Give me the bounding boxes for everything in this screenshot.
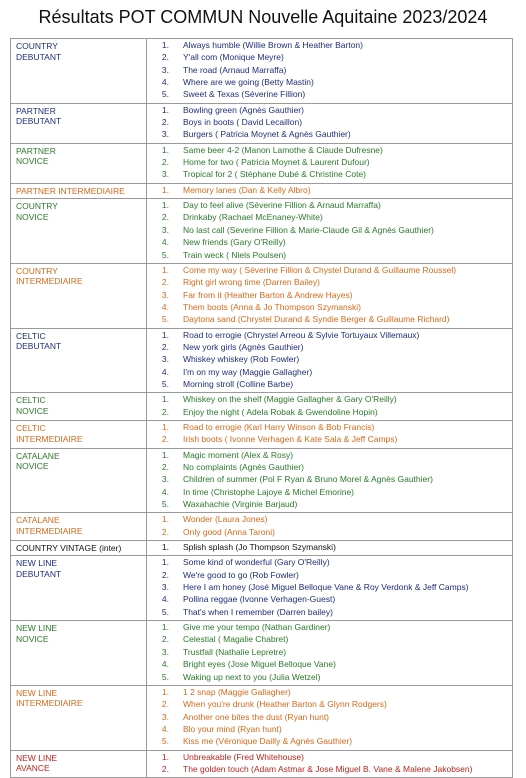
section-row	[11, 263, 513, 328]
category-label: NEW LINE	[16, 623, 58, 634]
list-item	[147, 527, 512, 539]
dance-entry: Waxahachie (Virginie Barjaud)	[183, 499, 298, 510]
category-cell	[11, 750, 147, 778]
category-cell	[11, 420, 147, 448]
rank-number: 3.	[161, 169, 169, 180]
items-cell	[147, 621, 513, 686]
dance-entry: Right girl wrong time (Darren Bailey)	[183, 277, 320, 288]
rank-number: 1.	[161, 144, 169, 155]
category-cell	[11, 143, 147, 183]
dance-entry: Come my way ( Séverine Fillion & Chystel Durand & Guillaume Roussel)	[183, 264, 457, 275]
list-item	[147, 314, 512, 326]
rank-number: 3.	[161, 711, 169, 722]
list-item	[147, 422, 512, 434]
list-item	[147, 277, 512, 289]
dance-entry: Them boots (Anna & Jo Thompson Szymanski)	[183, 301, 361, 312]
list-item	[147, 687, 512, 699]
dance-entry: Wonder (Laura Jones)	[183, 514, 268, 525]
category-label: COUNTRY	[16, 41, 58, 51]
dance-entry: Magic moment (Alex & Rosy)	[183, 449, 294, 460]
dance-entry: Daytona sand (Chrystel Durand & Syndie Berger & Guillaume Richard)	[183, 314, 450, 325]
dance-entry: New york girls (Agnès Gauthier)	[183, 341, 304, 352]
list-item	[147, 354, 512, 366]
items-cell	[147, 685, 513, 750]
list-item	[147, 330, 512, 342]
rank-number: 1.	[161, 184, 169, 195]
rank-number: 2.	[161, 341, 169, 352]
category-cell	[11, 39, 147, 104]
category-label: COUNTRY VINTAGE (inter)	[16, 543, 122, 554]
list-item	[147, 342, 512, 354]
section-row	[11, 143, 513, 183]
category-label: AVANCE	[16, 763, 50, 774]
dance-entry: Splish splash (Jo Thompson Szymanski)	[183, 542, 336, 553]
results-table	[10, 38, 513, 778]
category-label: NOVICE	[16, 211, 49, 222]
list-item	[147, 764, 512, 776]
category-cell	[11, 393, 147, 421]
list-item	[147, 105, 512, 117]
results-list	[147, 686, 512, 750]
section-row	[11, 199, 513, 264]
rank-number: 4.	[161, 659, 169, 670]
category-label: INTERMEDIAIRE	[16, 698, 83, 709]
dance-entry: Always humble (Willie Brown & Heather Barton)	[183, 40, 363, 50]
dance-entry: Here I am honey (José Miguel Belloque Vane & Roy Verdonk & Jeff Camps)	[183, 582, 469, 593]
results-list	[147, 449, 512, 513]
rank-number: 1.	[161, 751, 169, 762]
section-row	[11, 393, 513, 421]
list-item	[147, 77, 512, 89]
rank-number: 4.	[161, 594, 169, 605]
rank-number: 3.	[161, 582, 169, 593]
dance-entry: Blo your mind (Ryan hunt)	[183, 723, 282, 734]
rank-number: 1.	[161, 394, 169, 405]
rank-number: 1.	[161, 421, 169, 432]
section-row	[11, 685, 513, 750]
page-title: Résultats POT COMMUN Nouvelle Aquitaine 2023/2024	[38, 7, 488, 27]
results-list	[147, 513, 512, 540]
category-cell	[11, 263, 147, 328]
items-cell	[147, 541, 513, 556]
dance-entry: Day to feel alive (Séverine Fillion & Arnaud Marraffa)	[183, 200, 381, 211]
rank-number: 5.	[161, 736, 169, 747]
list-item	[147, 185, 512, 197]
category-cell	[11, 183, 147, 198]
list-item	[147, 622, 512, 634]
rank-number: 5.	[161, 499, 169, 510]
rank-number: 2.	[161, 763, 169, 774]
list-item	[147, 752, 512, 764]
dance-entry: Morning stroll (Colline Barbe)	[183, 378, 294, 389]
rank-number: 2.	[161, 52, 169, 63]
list-item	[147, 647, 512, 659]
rank-number: 3.	[161, 354, 169, 365]
rank-number: 5.	[161, 671, 169, 682]
section-row	[11, 183, 513, 198]
dance-entry: Pollina reggae (Ivonne Verhagen-Guest)	[183, 594, 336, 605]
dance-entry: That's when I remember (Darren bailey)	[183, 606, 333, 617]
rank-number: 1.	[161, 40, 169, 50]
rank-number: 2.	[161, 699, 169, 710]
rank-number: 5.	[161, 378, 169, 389]
dance-entry: Whiskey whiskey (Rob Fowler)	[183, 354, 300, 365]
dance-entry: Children of summer (Pol F Ryan & Bruno Morel & Agnès Gauthier)	[183, 474, 433, 485]
list-item	[147, 607, 512, 619]
list-item	[147, 302, 512, 314]
rank-number: 1.	[161, 514, 169, 525]
rank-number: 1.	[161, 329, 169, 340]
section-row	[11, 556, 513, 621]
list-item	[147, 736, 512, 748]
rank-number: 3.	[161, 289, 169, 300]
items-cell	[147, 199, 513, 264]
dance-entry: Where are we going (Betty Mastin)	[183, 77, 314, 88]
list-item	[147, 129, 512, 141]
category-label: NOVICE	[16, 461, 49, 472]
category-label: CELTIC	[16, 330, 46, 341]
list-item	[147, 570, 512, 582]
category-label: NOVICE	[16, 633, 49, 644]
rank-number: 2.	[161, 569, 169, 580]
dance-entry: In time (Christophe Lajoye & Michel Emorine)	[183, 486, 355, 497]
rank-number: 2.	[161, 634, 169, 645]
rank-number: 2.	[161, 277, 169, 288]
rank-number: 4.	[161, 486, 169, 497]
list-item	[147, 157, 512, 169]
results-list	[147, 393, 512, 420]
dance-entry: Give me your tempo (Nathan Gardiner)	[183, 622, 331, 633]
category-label: DEBUTANT	[16, 51, 62, 62]
category-cell	[11, 556, 147, 621]
dance-entry: The golden touch (Adam Astmar & Jose Miguel B. Vane & Malene Jakobsen)	[183, 763, 473, 774]
dance-entry: Kiss me (Véronique Dailly & Agnès Gauthier)	[183, 736, 353, 747]
list-item	[147, 514, 512, 526]
items-cell	[147, 103, 513, 143]
rank-number: 2.	[161, 212, 169, 223]
list-item	[147, 265, 512, 277]
rank-number: 5.	[161, 606, 169, 617]
category-cell	[11, 541, 147, 556]
section-row	[11, 541, 513, 556]
category-cell	[11, 685, 147, 750]
items-cell	[147, 143, 513, 183]
list-item	[147, 212, 512, 224]
category-cell	[11, 199, 147, 264]
category-label: CATALANE	[16, 515, 60, 526]
rank-number: 3.	[161, 224, 169, 235]
category-label: INTERMEDIAIRE	[16, 525, 83, 536]
rank-number: 4.	[161, 366, 169, 377]
list-item	[147, 659, 512, 671]
dance-entry: We're good to go (Rob Fowler)	[183, 569, 299, 580]
rank-number: 3.	[161, 646, 169, 657]
list-item	[147, 394, 512, 406]
rank-number: 1.	[161, 264, 169, 275]
category-cell	[11, 513, 147, 541]
list-item	[147, 117, 512, 129]
list-item	[147, 557, 512, 569]
results-list	[147, 264, 512, 328]
list-item	[147, 699, 512, 711]
category-label: CELTIC	[16, 422, 46, 433]
dance-entry: Road to errogie (Karl Harry Winson & Bob Francis)	[183, 421, 375, 432]
rank-number: 4.	[161, 237, 169, 248]
dance-entry: Unbreakable (Fred Whitehouse)	[183, 751, 304, 762]
dance-entry: Bright eyes (Jose Miguel Belloque Vane)	[183, 659, 336, 670]
list-item	[147, 634, 512, 646]
items-cell	[147, 393, 513, 421]
items-cell	[147, 328, 513, 393]
list-item	[147, 712, 512, 724]
section-row	[11, 750, 513, 778]
dance-entry: Trustfall (Nathalie Lepretre)	[183, 646, 287, 657]
dance-entry: Road to errogie (Chrystel Arreou & Sylvie Tortuyaux Villemaux)	[183, 329, 420, 340]
category-label: PARTNER	[16, 145, 56, 156]
category-label: INTERMEDIAIRE	[16, 433, 83, 444]
rank-number: 5.	[161, 314, 169, 325]
items-cell	[147, 448, 513, 513]
list-item	[147, 200, 512, 212]
rank-number: 5.	[161, 249, 169, 260]
items-cell	[147, 420, 513, 448]
results-list	[147, 104, 512, 143]
dance-entry: Train weck ( Niels Poulsen)	[183, 249, 287, 260]
category-cell	[11, 103, 147, 143]
rank-number: 1.	[161, 200, 169, 211]
list-item	[147, 52, 512, 64]
list-item	[147, 434, 512, 446]
rank-number: 3.	[161, 474, 169, 485]
list-item	[147, 89, 512, 101]
dance-entry: Far from it (Heather Barton & Andrew Hayes)	[183, 289, 353, 300]
list-item	[147, 290, 512, 302]
list-item	[147, 250, 512, 262]
category-label: NEW LINE	[16, 687, 58, 698]
category-label: INTERMEDIAIRE	[16, 276, 83, 287]
list-item	[147, 367, 512, 379]
dance-entry: Irish boots ( Ivonne Verhagen & Kate Sala & Jeff Camps)	[183, 434, 398, 445]
rank-number: 2.	[161, 526, 169, 537]
results-list	[147, 184, 512, 198]
dance-entry: Home for two ( Patricia Moynet & Laurent Dufour)	[183, 157, 370, 168]
dance-entry: Only good (Anna Taroni)	[183, 526, 275, 537]
category-label: DEBUTANT	[16, 116, 62, 127]
items-cell	[147, 750, 513, 778]
category-cell	[11, 621, 147, 686]
section-row	[11, 513, 513, 541]
dance-entry: No last call (Severine Fillion & Marie-Claude Gil & Agnès Gauthier)	[183, 224, 434, 235]
rank-number: 2.	[161, 434, 169, 445]
dance-entry: Burgers ( Patricia Moynet & Agnès Gauthier)	[183, 129, 351, 140]
items-cell	[147, 556, 513, 621]
rank-number: 2.	[161, 462, 169, 472]
dance-entry: Y'all com (Monique Meyre)	[183, 52, 284, 63]
list-item	[147, 169, 512, 181]
category-label: NEW LINE	[16, 752, 58, 763]
list-item	[147, 594, 512, 606]
results-list	[147, 421, 512, 448]
rank-number: 3.	[161, 64, 169, 75]
results-list	[147, 39, 512, 103]
category-label: CATALANE	[16, 450, 60, 461]
rank-number: 3.	[161, 129, 169, 140]
dance-entry: No complaints (Agnès Gauthier)	[183, 462, 304, 472]
list-item	[147, 407, 512, 419]
rank-number: 4.	[161, 301, 169, 312]
list-item	[147, 40, 512, 52]
rank-number: 1.	[161, 542, 169, 553]
dance-entry: Sweet & Texas (Séverine Fillion)	[183, 89, 306, 100]
results-body	[11, 39, 513, 778]
list-item	[147, 724, 512, 736]
category-cell	[11, 448, 147, 513]
results-list	[147, 199, 512, 263]
dance-entry: When you're drunk (Heather Barton & Glynn Rodgers)	[183, 699, 387, 710]
results-list	[147, 751, 512, 778]
dance-entry: Memory lanes (Dan & Kelly Albro)	[183, 184, 311, 195]
dance-entry: Bowling green (Agnès Gauthier)	[183, 104, 304, 115]
category-label: NOVICE	[16, 405, 49, 416]
section-row	[11, 621, 513, 686]
dance-entry: The road (Arnaud Marraffa)	[183, 64, 287, 75]
dance-entry: 1 2 snap (Maggie Gallagher)	[183, 686, 291, 697]
rank-number: 5.	[161, 89, 169, 100]
rank-number: 1.	[161, 557, 169, 568]
list-item	[147, 582, 512, 594]
dance-entry: Boys in boots ( David Lecaillon)	[183, 117, 303, 128]
list-item	[147, 379, 512, 391]
dance-entry: Waking up next to you (Julia Wetzel)	[183, 671, 321, 682]
results-list	[147, 541, 512, 555]
list-item	[147, 499, 512, 511]
items-cell	[147, 263, 513, 328]
category-label: COUNTRY	[16, 265, 58, 276]
results-list	[147, 144, 512, 183]
dance-entry: Same beer 4-2 (Manon Lamothe & Claude Dufresne)	[183, 144, 383, 155]
rank-number: 2.	[161, 117, 169, 128]
rank-number: 1.	[161, 449, 169, 460]
items-cell	[147, 39, 513, 104]
section-row	[11, 420, 513, 448]
category-label: DEBUTANT	[16, 569, 62, 579]
dance-entry: Drinkaby (Rachael McEnaney-White)	[183, 212, 323, 223]
list-item	[147, 450, 512, 462]
category-label: NEW LINE	[16, 558, 58, 569]
list-item	[147, 542, 512, 554]
category-label: PARTNER INTERMEDIAIRE	[16, 185, 125, 196]
list-item	[147, 474, 512, 486]
section-row	[11, 328, 513, 393]
results-list	[147, 329, 512, 393]
rank-number: 2.	[161, 157, 169, 168]
section-row	[11, 103, 513, 143]
results-list	[147, 556, 512, 620]
results-list	[147, 621, 512, 685]
items-cell	[147, 513, 513, 541]
category-label: PARTNER	[16, 105, 56, 116]
rank-number: 2.	[161, 406, 169, 417]
list-item	[147, 462, 512, 474]
dance-entry: Tropical for 2 ( Stéphane Dubé & Christine Cote)	[183, 169, 366, 180]
rank-number: 4.	[161, 723, 169, 734]
section-row	[11, 39, 513, 104]
category-label: CELTIC	[16, 395, 46, 406]
list-item	[147, 65, 512, 77]
rank-number: 4.	[161, 77, 169, 88]
list-item	[147, 225, 512, 237]
dance-entry: Another one bites the dust (Ryan hunt)	[183, 711, 330, 722]
list-item	[147, 145, 512, 157]
category-cell	[11, 328, 147, 393]
dance-entry: Whiskey on the shelf (Maggie Gallagher & Gary O'Reilly)	[183, 394, 397, 405]
dance-entry: Some kind of wonderful (Gary O'Reilly)	[183, 557, 330, 568]
list-item	[147, 672, 512, 684]
rank-number: 1.	[161, 686, 169, 697]
list-item	[147, 487, 512, 499]
dance-entry: New friends (Gary O'Reilly)	[183, 237, 286, 248]
dance-entry: Celestial ( Magalie Chabret)	[183, 634, 289, 645]
dance-entry: Enjoy the night ( Adela Robak & Gwendoline Hopin)	[183, 406, 378, 417]
items-cell	[147, 183, 513, 198]
section-row	[11, 448, 513, 513]
list-item	[147, 237, 512, 249]
category-label: NOVICE	[16, 156, 49, 167]
category-label: DEBUTANT	[16, 341, 62, 352]
rank-number: 1.	[161, 622, 169, 633]
rank-number: 1.	[161, 104, 169, 115]
dance-entry: I'm on my way (Maggie Gallagher)	[183, 366, 313, 377]
category-label: COUNTRY	[16, 201, 58, 212]
